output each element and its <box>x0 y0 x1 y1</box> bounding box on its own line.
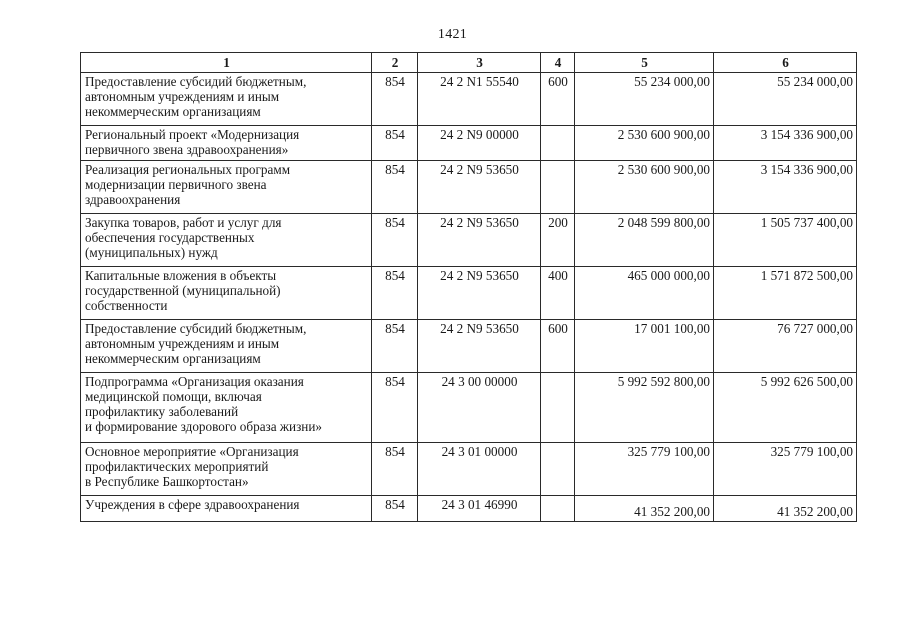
row-amount-1: 55 234 000,00 <box>575 73 714 126</box>
row-amount-2: 55 234 000,00 <box>714 73 857 126</box>
row-ministry: 854 <box>372 126 418 161</box>
row-amount-1: 41 352 200,00 <box>575 496 714 522</box>
row-amount-1: 325 779 100,00 <box>575 443 714 496</box>
row-expense-type <box>541 496 575 522</box>
row-expense-type: 600 <box>541 73 575 126</box>
row-amount-1: 5 992 592 800,00 <box>575 373 714 443</box>
table-row <box>81 161 857 214</box>
row-ministry: 854 <box>372 161 418 214</box>
row-target: 24 2 N9 53650 <box>418 214 541 267</box>
row-amount-2: 1 505 737 400,00 <box>714 214 857 267</box>
row-expense-type <box>541 161 575 214</box>
row-name: Региональный проект «Модернизация первичного звена здравоохранения» <box>81 126 372 161</box>
table-row <box>81 373 857 443</box>
row-expense-type: 200 <box>541 214 575 267</box>
header-col-6: 6 <box>714 53 857 73</box>
row-target: 24 3 01 00000 <box>418 443 541 496</box>
page-number: 1421 <box>437 27 468 42</box>
row-name: Подпрограмма «Организация оказания медицинской помощи, включая профилактику заболеваний и формирование здорового образа жизни» <box>81 373 372 443</box>
row-amount-2: 3 154 336 900,00 <box>714 126 857 161</box>
header-col-2: 2 <box>372 53 418 73</box>
row-ministry: 854 <box>372 267 418 320</box>
header-row <box>81 53 857 73</box>
row-name: Закупка товаров, работ и услуг для обеспечения государственных (муниципальных) нужд <box>81 214 372 267</box>
row-ministry: 854 <box>372 320 418 373</box>
row-amount-1: 2 048 599 800,00 <box>575 214 714 267</box>
row-name: Учреждения в сфере здравоохранения <box>81 496 372 522</box>
row-target: 24 2 N9 53650 <box>418 161 541 214</box>
table-row <box>81 320 857 373</box>
row-amount-1: 17 001 100,00 <box>575 320 714 373</box>
row-expense-type: 600 <box>541 320 575 373</box>
row-expense-type: 400 <box>541 267 575 320</box>
row-target: 24 2 N9 53650 <box>418 267 541 320</box>
row-ministry: 854 <box>372 443 418 496</box>
row-target: 24 2 N1 55540 <box>418 73 541 126</box>
row-ministry: 854 <box>372 73 418 126</box>
row-amount-2: 325 779 100,00 <box>714 443 857 496</box>
row-amount-2: 76 727 000,00 <box>714 320 857 373</box>
row-amount-1: 2 530 600 900,00 <box>575 126 714 161</box>
row-expense-type <box>541 443 575 496</box>
row-amount-2: 5 992 626 500,00 <box>714 373 857 443</box>
table-row <box>81 496 857 522</box>
row-name: Основное мероприятие «Организация профилактических мероприятий в Республике Башкортостан» <box>81 443 372 496</box>
table-row <box>81 126 857 161</box>
row-name: Капитальные вложения в объекты государственной (муниципальной) собственности <box>81 267 372 320</box>
row-amount-2: 41 352 200,00 <box>714 496 857 522</box>
row-expense-type <box>541 126 575 161</box>
table-row <box>81 443 857 496</box>
table-row <box>81 267 857 320</box>
row-amount-1: 2 530 600 900,00 <box>575 161 714 214</box>
row-name: Реализация региональных программ модернизации первичного звена здравоохранения <box>81 161 372 214</box>
row-ministry: 854 <box>372 496 418 522</box>
row-name: Предоставление субсидий бюджетным, автономным учреждениям и иным некоммерческим организациям <box>81 320 372 373</box>
row-target: 24 2 N9 53650 <box>418 320 541 373</box>
budget-table <box>80 52 857 522</box>
row-ministry: 854 <box>372 214 418 267</box>
row-target: 24 3 01 46990 <box>418 496 541 522</box>
row-expense-type <box>541 373 575 443</box>
table-row <box>81 214 857 267</box>
row-target: 24 2 N9 00000 <box>418 126 541 161</box>
header-col-3: 3 <box>418 53 541 73</box>
row-amount-2: 3 154 336 900,00 <box>714 161 857 214</box>
row-ministry: 854 <box>372 373 418 443</box>
row-amount-1: 465 000 000,00 <box>575 267 714 320</box>
row-name: Предоставление субсидий бюджетным, автономным учреждениям и иным некоммерческим организациям <box>81 73 372 126</box>
header-col-4: 4 <box>541 53 575 73</box>
row-target: 24 3 00 00000 <box>418 373 541 443</box>
header-col-1: 1 <box>81 53 372 73</box>
row-amount-2: 1 571 872 500,00 <box>714 267 857 320</box>
table-row <box>81 73 857 126</box>
header-col-5: 5 <box>575 53 714 73</box>
